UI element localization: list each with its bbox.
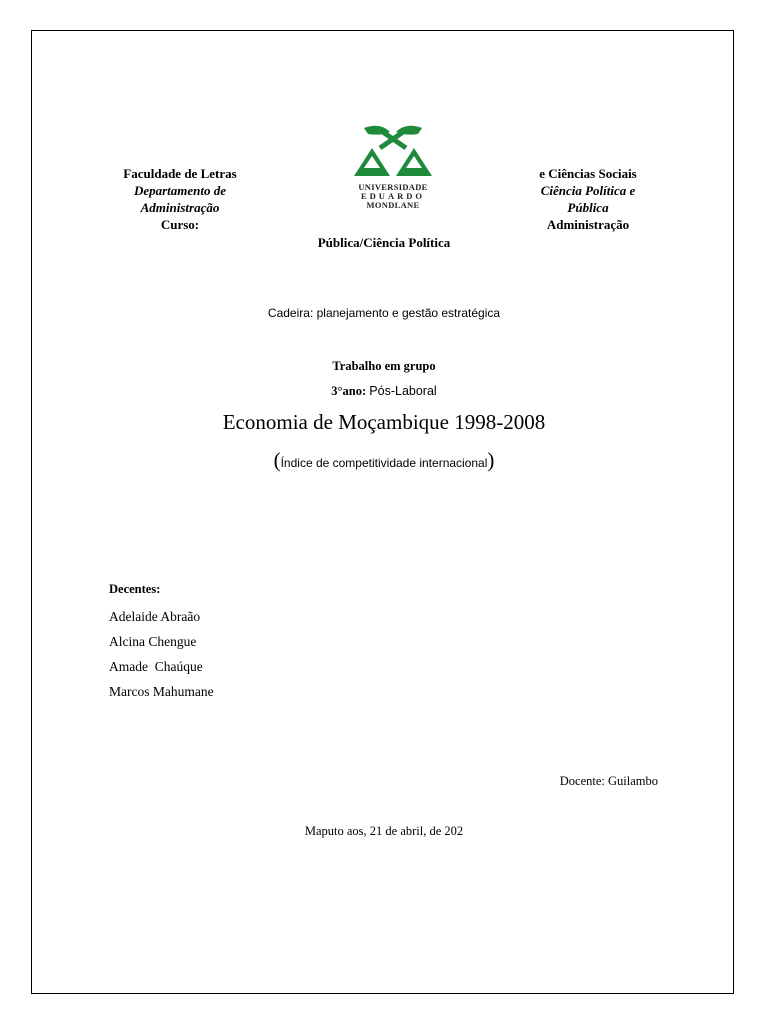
teacher-name: Docente: Guilambo — [559, 774, 658, 788]
header-right — [508, 165, 668, 233]
students-label: Decentes: — [109, 582, 161, 596]
department-line-2: Administração — [140, 200, 220, 215]
course-label: Curso: — [160, 217, 200, 232]
course-line-3: Administração — [546, 217, 630, 232]
student-name: Adelaide Abraão — [109, 609, 201, 624]
document-subtitle — [134, 448, 634, 473]
place-date: Maputo aos, 21 de abril, de 202 — [304, 824, 464, 838]
faculty-name-cont: e Ciências Sociais — [539, 166, 637, 181]
logo-line-2: EDUARDO — [361, 191, 425, 201]
course-line-2: Pública — [567, 200, 609, 215]
students-list — [109, 604, 214, 704]
course-subject: Cadeira: planejamento e gestão estratégica — [267, 306, 501, 320]
subtitle-open-paren: ( — [273, 448, 281, 472]
university-logo — [350, 122, 436, 208]
subtitle-close-paren: ) — [487, 448, 495, 472]
faculty-name: Faculdade de Letras — [123, 166, 237, 181]
year-label: 3°ano: — [331, 384, 367, 398]
student-name: Amade Chaúque — [109, 659, 203, 674]
center-course: Pública/Ciência Política — [317, 235, 451, 250]
year-line — [234, 384, 534, 399]
subtitle-text: Índice de competitividade internacional — [280, 456, 488, 470]
course-line-1: Ciência Política e — [540, 183, 636, 198]
student-name: Marcos Mahumane — [109, 684, 214, 699]
header-left — [100, 165, 260, 233]
year-value: Pós-Laboral — [369, 384, 437, 398]
university-emblem-icon — [350, 122, 436, 178]
department-line-1: Departamento de — [133, 183, 227, 198]
document-title: Economia de Moçambique 1998-2008 — [222, 410, 546, 434]
work-type: Trabalho em grupo — [332, 359, 436, 373]
student-name: Alcina Chengue — [109, 634, 197, 649]
logo-line-1: UNIVERSIDADE — [358, 182, 428, 192]
logo-line-3: MONDLANE — [366, 200, 420, 210]
